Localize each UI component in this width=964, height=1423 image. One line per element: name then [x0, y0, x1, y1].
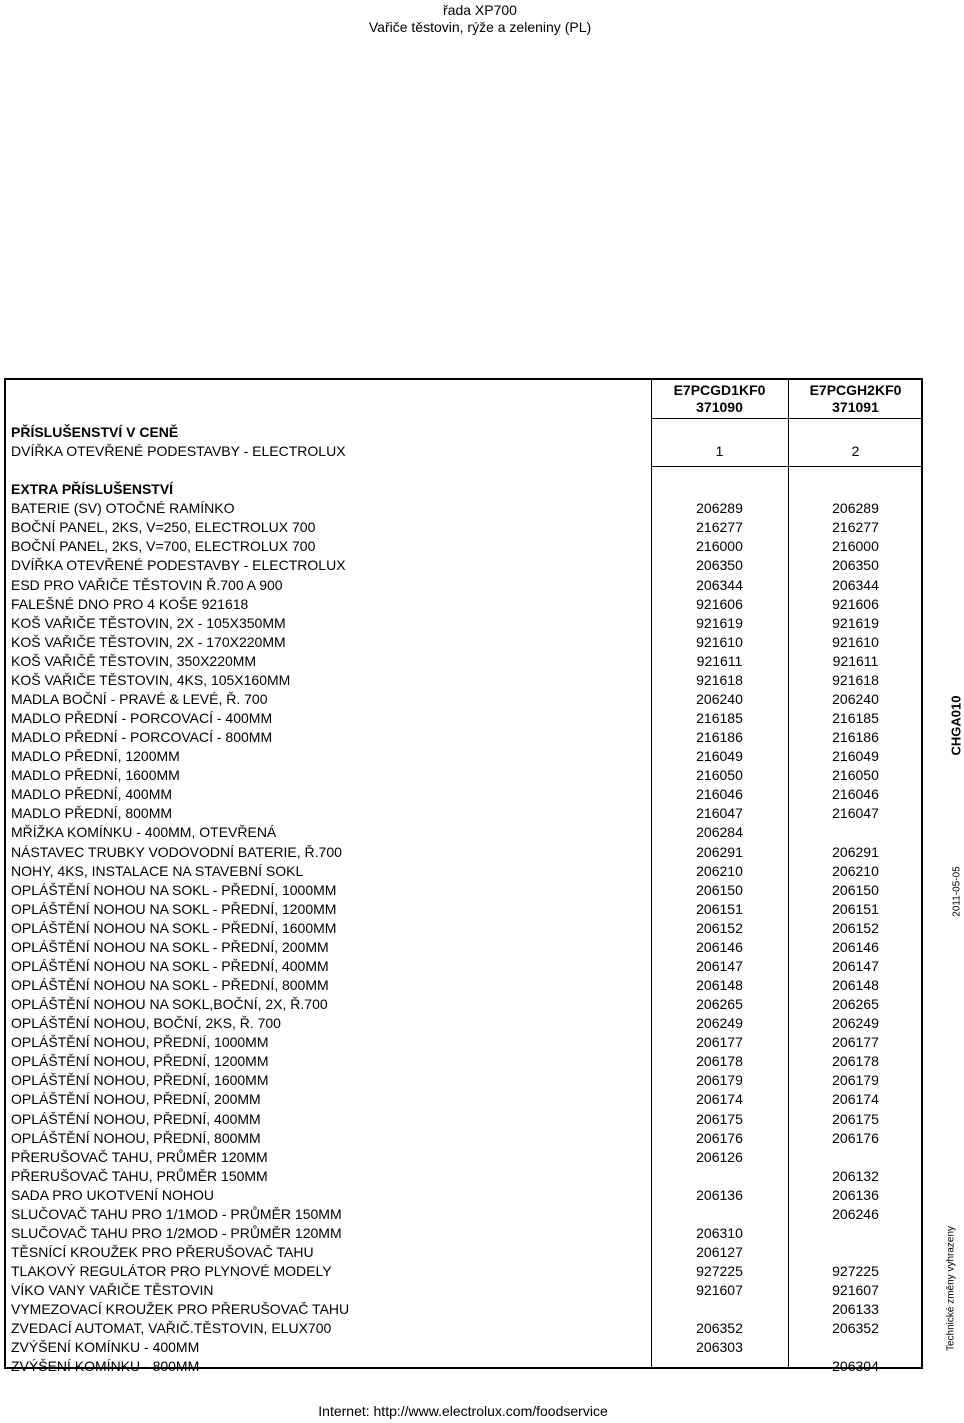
- item-code-col2: 216185: [832, 710, 879, 727]
- item-label: OPLÁŠTĚNÍ NOHOU, PŘEDNÍ, 1600MM: [11, 1072, 269, 1089]
- item-code-col2: 206133: [832, 1301, 879, 1318]
- item-label: OPLÁŠTĚNÍ NOHOU NA SOKL - PŘEDNÍ, 800MM: [11, 977, 329, 994]
- item-code-col2: 206178: [832, 1053, 879, 1070]
- table-row: [6, 1281, 921, 1300]
- item-code-col1: 1: [715, 443, 724, 460]
- item-code-col1: 206210: [696, 862, 743, 879]
- item-code-col1: 206310: [696, 1224, 743, 1241]
- table-row: [6, 938, 921, 957]
- item-code-col2: 216186: [832, 729, 879, 746]
- item-label: TLAKOVÝ REGULÁTOR PRO PLYNOVÉ MODELY: [11, 1263, 332, 1280]
- item-code-col1: 216000: [696, 538, 743, 555]
- table-row: [6, 1052, 921, 1071]
- model-name: E7PCGD1KF0: [673, 382, 766, 398]
- item-code-col2: 206344: [832, 576, 879, 593]
- table-row: [6, 671, 921, 690]
- item-label: OPLÁŠTĚNÍ NOHOU, PŘEDNÍ, 800MM: [11, 1129, 261, 1146]
- item-code-col1: 206151: [696, 900, 743, 917]
- model-code: 371090: [696, 399, 743, 415]
- item-label: KOŠ VAŘIČĚ TĚSTOVIN, 350X220MM: [11, 652, 257, 669]
- item-label: MADLO PŘEDNÍ, 1200MM: [11, 748, 180, 765]
- item-label: SLUČOVAČ TAHU PRO 1/1MOD - PRŮMĚR 150MM: [11, 1205, 342, 1222]
- table-row: [6, 442, 921, 461]
- item-code-col1: 216047: [696, 805, 743, 822]
- item-code-col1: 921606: [696, 595, 743, 612]
- table-row: [6, 1110, 921, 1129]
- table-row: [6, 576, 921, 595]
- table-row: [6, 1033, 921, 1052]
- item-code-col1: 206344: [696, 576, 743, 593]
- item-code-col2: 206179: [832, 1072, 879, 1089]
- table-row: [6, 1090, 921, 1109]
- item-code-col1: 206127: [696, 1244, 743, 1260]
- item-label: OPLÁŠTĚNÍ NOHOU NA SOKL - PŘEDNÍ, 1200MM: [11, 900, 337, 917]
- item-code-col2: 206291: [832, 843, 879, 860]
- table-row: [6, 652, 921, 671]
- item-label: EXTRA PŘÍSLUŠENSTVÍ: [11, 481, 174, 498]
- table-row: [6, 995, 921, 1014]
- item-label: NOHY, 4KS, INSTALACE NA STAVEBNÍ SOKL: [11, 862, 304, 879]
- column-header-2: [788, 382, 923, 420]
- item-code-col2: 921607: [832, 1282, 879, 1299]
- item-code-col1: 206289: [696, 500, 743, 517]
- model-name: E7PCGH2KF0: [809, 382, 902, 398]
- table-row: [6, 785, 921, 804]
- item-code-col1: 216050: [696, 767, 743, 784]
- item-code-col2: 216047: [832, 805, 879, 822]
- table-row: [6, 747, 921, 766]
- footer-url: Internet: http://www.electrolux.com/foodservice: [318, 1403, 608, 1419]
- item-code-col2: 206246: [832, 1205, 879, 1222]
- table-row: [6, 595, 921, 614]
- table-row: [6, 518, 921, 537]
- table-row: [6, 1338, 921, 1357]
- item-code-col2: 921619: [832, 614, 879, 631]
- table-row: [6, 843, 921, 862]
- item-code-col1: 921607: [696, 1282, 743, 1299]
- item-code-col2: 921611: [832, 652, 879, 669]
- table-row: [6, 804, 921, 823]
- item-code-col2: 921610: [832, 633, 879, 650]
- item-label: MŘÍŽKA KOMÍNKU - 400MM, OTEVŘENÁ: [11, 824, 277, 841]
- series-title: řada XP700: [443, 2, 517, 18]
- table-row: [6, 461, 921, 480]
- disclaimer-note: Technické změny vyhrazeny: [945, 1225, 957, 1352]
- item-label: VÍKO VANY VAŘIČE TĚSTOVIN: [11, 1282, 214, 1299]
- item-label: OPLÁŠTĚNÍ NOHOU NA SOKL - PŘEDNÍ, 1000MM: [11, 881, 337, 898]
- item-code-col2: 927225: [832, 1263, 879, 1280]
- item-code-col2: 206146: [832, 938, 879, 955]
- accessories-table: [4, 378, 923, 1375]
- item-label: SADA PRO UKOTVENÍ NOHOU: [11, 1186, 215, 1203]
- item-code-col1: 206126: [696, 1148, 743, 1165]
- item-label: DVÍŘKA OTEVŘENÉ PODESTAVBY - ELECTROLUX: [11, 557, 346, 574]
- table-row: [6, 614, 921, 633]
- item-label: OPLÁŠTĚNÍ NOHOU NA SOKL - PŘEDNÍ, 200MM: [11, 938, 329, 955]
- table-row: [6, 766, 921, 785]
- item-label: OPLÁŠTĚNÍ NOHOU, PŘEDNÍ, 1200MM: [11, 1053, 269, 1070]
- item-label: KOŠ VAŘIČE TĚSTOVIN, 2X - 170X220MM: [11, 633, 286, 650]
- item-label: DVÍŘKA OTEVŘENÉ PODESTAVBY - ELECTROLUX: [11, 443, 346, 460]
- item-label: PŘERUŠOVAČ TAHU, PRŮMĚR 150MM: [11, 1167, 268, 1184]
- table-row: [6, 690, 921, 709]
- item-label: BOČNÍ PANEL, 2KS, V=700, ELECTROLUX 700: [11, 538, 316, 555]
- table-row: [6, 1014, 921, 1033]
- item-code-col1: 206177: [696, 1034, 743, 1051]
- item-code-col2: 206174: [832, 1091, 879, 1108]
- item-code-col1: 206136: [696, 1186, 743, 1203]
- item-code-col1: 921618: [696, 671, 743, 688]
- document-code: CHGA010: [948, 695, 964, 756]
- table-row: [6, 633, 921, 652]
- item-label: ZVÝŠENÍ KOMÍNKU - 400MM: [11, 1339, 200, 1356]
- product-title: Vařiče těstovin, rýže a zeleniny (PL): [368, 19, 592, 35]
- table-row: [6, 1129, 921, 1148]
- item-label: ZVEDACÍ AUTOMAT, VAŘIČ.TĚSTOVIN, ELUX700: [11, 1320, 332, 1337]
- table-row: [6, 1224, 921, 1243]
- table-row: [6, 728, 921, 747]
- table-row: [6, 976, 921, 995]
- table-row: [6, 709, 921, 728]
- item-code-col2: 206352: [832, 1320, 879, 1337]
- item-code-col2: 921618: [832, 671, 879, 688]
- item-label: OPLÁŠTĚNÍ NOHOU, PŘEDNÍ, 1000MM: [11, 1034, 269, 1051]
- item-code-col1: 216049: [696, 748, 743, 765]
- item-code-col2: 206151: [832, 900, 879, 917]
- item-code-col2: 206150: [832, 881, 879, 898]
- item-label: MADLO PŘEDNÍ, 800MM: [11, 805, 173, 822]
- table-row: [6, 1319, 921, 1338]
- item-label: MADLO PŘEDNÍ - PORCOVACÍ - 400MM: [11, 710, 273, 727]
- item-code-col1: 206291: [696, 843, 743, 860]
- item-code-col2: 206152: [832, 919, 879, 936]
- item-code-col2: 206289: [832, 500, 879, 517]
- item-code-col2: 206177: [832, 1034, 879, 1051]
- item-code-col1: 206284: [696, 824, 743, 841]
- table-row: [6, 1167, 921, 1186]
- item-label: MADLO PŘEDNÍ, 1600MM: [11, 767, 180, 784]
- item-code-col1: 206178: [696, 1053, 743, 1070]
- table-row: [6, 423, 921, 442]
- item-code-col1: 921619: [696, 614, 743, 631]
- item-code-col1: 927225: [696, 1263, 743, 1280]
- item-code-col2: 206148: [832, 977, 879, 994]
- table-row: [6, 480, 921, 499]
- item-label: FALEŠNÉ DNO PRO 4 KOŠE 921618: [11, 595, 249, 612]
- table-row: [6, 862, 921, 881]
- item-code-col2: 206249: [832, 1015, 879, 1032]
- item-code-col1: 206174: [696, 1091, 743, 1108]
- item-code-col1: 206265: [696, 996, 743, 1013]
- item-code-col1: 216046: [696, 786, 743, 803]
- item-label: BATERIE (SV) OTOČNÉ RAMÍNKO: [11, 500, 235, 517]
- item-code-col2: 206147: [832, 957, 879, 974]
- table-row: [6, 1148, 921, 1167]
- item-label: PŘERUŠOVAČ TAHU, PRŮMĚR 120MM: [11, 1148, 268, 1165]
- item-code-col2: 216277: [832, 519, 879, 536]
- table-row: [6, 823, 921, 842]
- table-row: [6, 1357, 921, 1376]
- item-label: ESD PRO VAŘIČE TĚSTOVIN Ř.700 A 900: [11, 576, 283, 593]
- table-row: [6, 919, 921, 938]
- item-code-col2: 206240: [832, 690, 879, 707]
- item-code-col2: 206350: [832, 557, 879, 574]
- column-header-1: [651, 382, 788, 420]
- item-code-col2: 206210: [832, 862, 879, 879]
- item-code-col1: 206152: [696, 919, 743, 936]
- table-row: [6, 1205, 921, 1224]
- item-code-col2: 921606: [832, 595, 879, 612]
- item-label: MADLO PŘEDNÍ - PORCOVACÍ - 800MM: [11, 729, 273, 746]
- item-label: NÁSTAVEC TRUBKY VODOVODNÍ BATERIE, Ř.700: [11, 843, 342, 860]
- item-label: OPLÁŠTĚNÍ NOHOU NA SOKL - PŘEDNÍ, 1600MM: [11, 919, 337, 936]
- table-row: [6, 957, 921, 976]
- item-code-col1: 206176: [696, 1129, 743, 1146]
- item-code-col2: 216046: [832, 786, 879, 803]
- item-label: OPLÁŠTĚNÍ NOHOU NA SOKL,BOČNÍ, 2X, Ř.700: [11, 996, 328, 1013]
- table-row: [6, 881, 921, 900]
- item-code-col2: 2: [851, 443, 860, 460]
- item-code-col2: 216049: [832, 748, 879, 765]
- item-label: OPLÁŠTĚNÍ NOHOU, PŘEDNÍ, 400MM: [11, 1110, 261, 1127]
- item-code-col1: 206240: [696, 690, 743, 707]
- item-label: KOŠ VAŘIČE TĚSTOVIN, 2X - 105X350MM: [11, 614, 286, 631]
- item-label: MADLO PŘEDNÍ, 400MM: [11, 786, 173, 803]
- item-code-col2: 206176: [832, 1129, 879, 1146]
- model-code: 371091: [832, 399, 879, 415]
- item-code-col1: 206175: [696, 1110, 743, 1127]
- item-label: SLUČOVAČ TAHU PRO 1/2MOD - PRŮMĚR 120MM: [11, 1224, 342, 1241]
- item-code-col1: 206249: [696, 1015, 743, 1032]
- item-code-col2: 206175: [832, 1110, 879, 1127]
- item-code-col2: 206265: [832, 996, 879, 1013]
- item-label: KOŠ VAŘIČE TĚSTOVIN, 4KS, 105X160MM: [11, 671, 291, 688]
- table-row: [6, 1262, 921, 1281]
- item-label: MADLA BOČNÍ - PRAVÉ & LEVÉ, Ř. 700: [11, 690, 268, 707]
- item-code-col1: 206150: [696, 881, 743, 898]
- item-code-col2: 206304: [832, 1358, 879, 1375]
- item-code-col2: 206132: [832, 1167, 879, 1184]
- item-code-col1: 216277: [696, 519, 743, 536]
- item-code-col1: 206352: [696, 1320, 743, 1337]
- item-label: ZVÝŠENÍ KOMÍNKU - 800MM: [11, 1358, 200, 1375]
- item-label: OPLÁŠTĚNÍ NOHOU, BOČNÍ, 2KS, Ř. 700: [11, 1015, 281, 1032]
- item-code-col2: 216050: [832, 767, 879, 784]
- document-date: 2011-05-05: [951, 866, 963, 917]
- item-code-col1: 206303: [696, 1339, 743, 1356]
- item-code-col1: 921610: [696, 633, 743, 650]
- table-row: [6, 556, 921, 575]
- item-code-col1: 206350: [696, 557, 743, 574]
- item-label: VYMEZOVACÍ KROUŽEK PRO PŘERUŠOVAČ TAHU: [11, 1301, 350, 1318]
- table-row: [6, 1186, 921, 1205]
- item-label: OPLÁŠTĚNÍ NOHOU, PŘEDNÍ, 200MM: [11, 1091, 261, 1108]
- item-label: OPLÁŠTĚNÍ NOHOU NA SOKL - PŘEDNÍ, 400MM: [11, 957, 329, 974]
- item-code-col1: 206148: [696, 977, 743, 994]
- table-row: [6, 537, 921, 556]
- table-row: [6, 499, 921, 518]
- item-code-col1: 216185: [696, 710, 743, 727]
- item-code-col1: 206146: [696, 938, 743, 955]
- page-header: [0, 2, 960, 36]
- item-code-col2: 206136: [832, 1186, 879, 1203]
- item-label: BOČNÍ PANEL, 2KS, V=250, ELECTROLUX 700: [11, 519, 316, 536]
- item-label: TĚSNÍCÍ KROUŽEK PRO PŘERUŠOVAČ TAHU: [11, 1244, 314, 1260]
- item-label: PŘÍSLUŠENSTVÍ V CENĚ: [11, 424, 179, 440]
- item-code-col1: 206179: [696, 1072, 743, 1089]
- item-code-col2: 216000: [832, 538, 879, 555]
- item-code-col1: 216186: [696, 729, 743, 746]
- table-row: [6, 1071, 921, 1090]
- item-code-col1: 206147: [696, 957, 743, 974]
- item-code-col1: 921611: [696, 652, 743, 669]
- table-row: [6, 900, 921, 919]
- table-row: [6, 1300, 921, 1319]
- table-row: [6, 1243, 921, 1262]
